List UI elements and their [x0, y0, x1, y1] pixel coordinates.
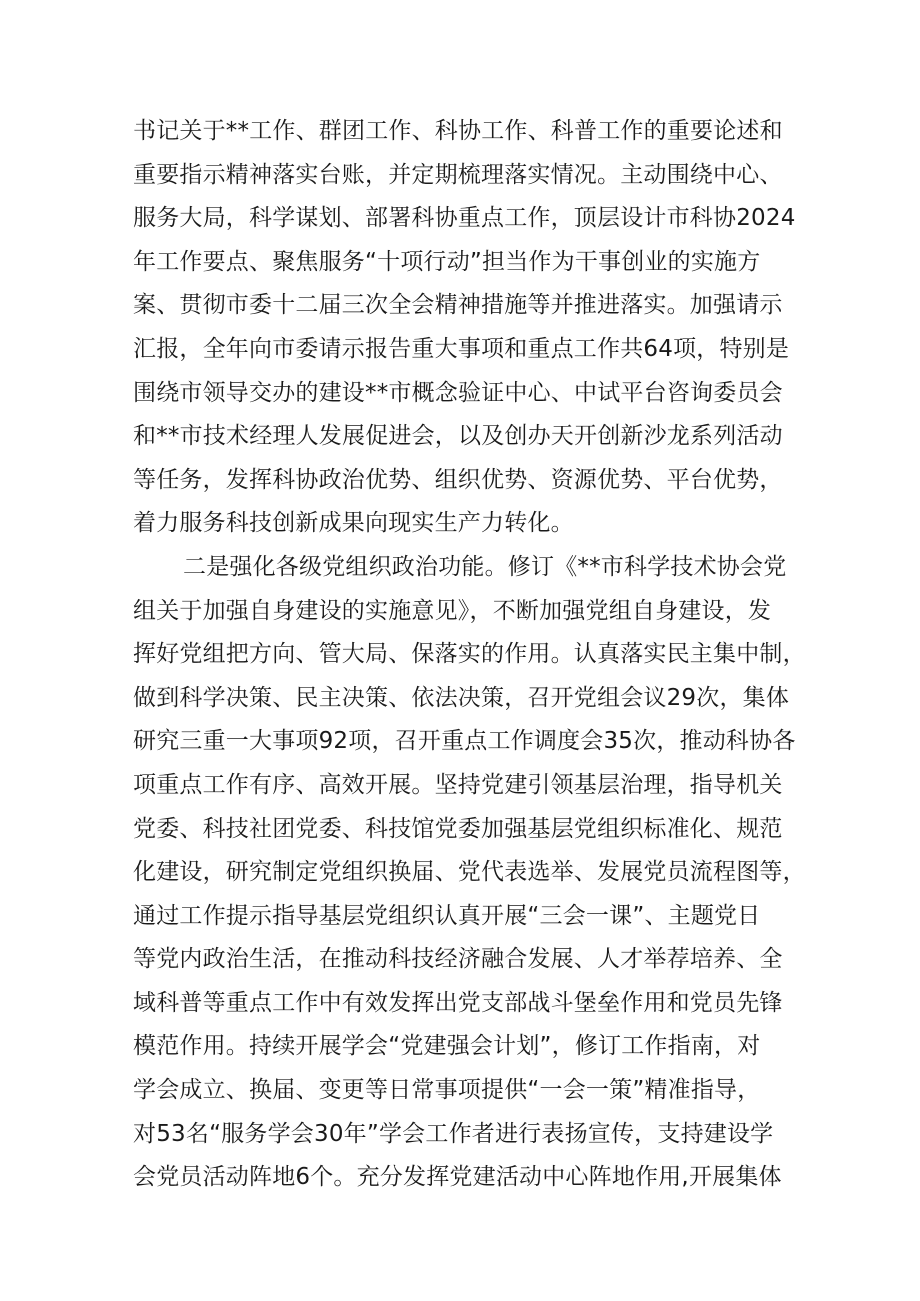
text-line: 会党员活动阵地6个。充分发挥党建活动中心阵地作用,开展集体	[133, 1164, 782, 1191]
text-line: 化建设，研究制定党组织换届、党代表选举、发展党员流程图等，	[133, 859, 806, 886]
text-line: 党委、科技社团党委、科技馆党委加强基层党组织标准化、规范	[133, 815, 783, 842]
text-line: 汇报，全年向市委请示报告重大事项和重点工作共64项，特别是	[133, 335, 790, 362]
text-line: 年工作要点、聚焦服务“十项行动”担当作为干事创业的实施方	[133, 248, 761, 275]
text-line: 组关于加强自身建设的实施意见》，不断加强党组自身建设，发	[133, 597, 772, 624]
text-line: 挥好党组把方向、管大局、保落实的作用。认真落实民主集中制，	[133, 641, 806, 668]
text-line: 模范作用。持续开展学会“党建强会计划”，修订工作指南，对	[133, 1033, 761, 1060]
text-line: 研究三重一大事项92项，召开重点工作调度会35次，推动科协各	[133, 728, 796, 755]
text-line: 着力服务科技创新成果向现实生产力转化。	[133, 510, 574, 537]
text-line: 书记关于**工作、群团工作、科协工作、科普工作的重要论述和	[133, 118, 783, 144]
text-line: 和**市技术经理人发展促进会，以及创办天开创新沙龙系列活动	[133, 423, 783, 450]
text-line: 等党内政治生活，在推动科技经济融合发展、人才举荐培养、全	[133, 946, 783, 973]
text-line: 等任务，发挥科协政治优势、组织优势、资源优势、平台优势，	[133, 466, 783, 493]
text-line: 重要指示精神落实台账，并定期梳理落实情况。主动围绕中心、	[133, 161, 783, 188]
text-line: 通过工作提示指导基层党组织认真开展“三会一课”、主题党日	[133, 902, 761, 929]
text-line: 对53名“服务学会30年”学会工作者进行表扬宣传，支持建设学	[133, 1120, 774, 1147]
text-line: 学会成立、换届、变更等日常事项提供“一会一策”精准指导，	[133, 1077, 761, 1104]
text-line: 项重点工作有序、高效开展。坚持党建引领基层治理，指导机关	[133, 771, 783, 798]
paragraph-start-line: 二是强化各级党组织政治功能。修订《**市科学技术协会党	[183, 553, 787, 580]
text-line: 案、贯彻市委十二届三次全会精神措施等并推进落实。加强请示	[133, 292, 783, 319]
text-line: 围绕市领导交办的建设**市概念验证中心、中试平台咨询委员会	[133, 379, 783, 406]
text-line: 做到科学决策、民主决策、依法决策，召开党组会议29次，集体	[133, 684, 790, 711]
body-text	[133, 110, 806, 1200]
text-line: 域科普等重点工作中有效发挥出党支部战斗堡垒作用和党员先锋	[133, 989, 783, 1016]
text-line: 服务大局，科学谋划、部署科协重点工作，顶层设计市科协2024	[133, 205, 796, 232]
